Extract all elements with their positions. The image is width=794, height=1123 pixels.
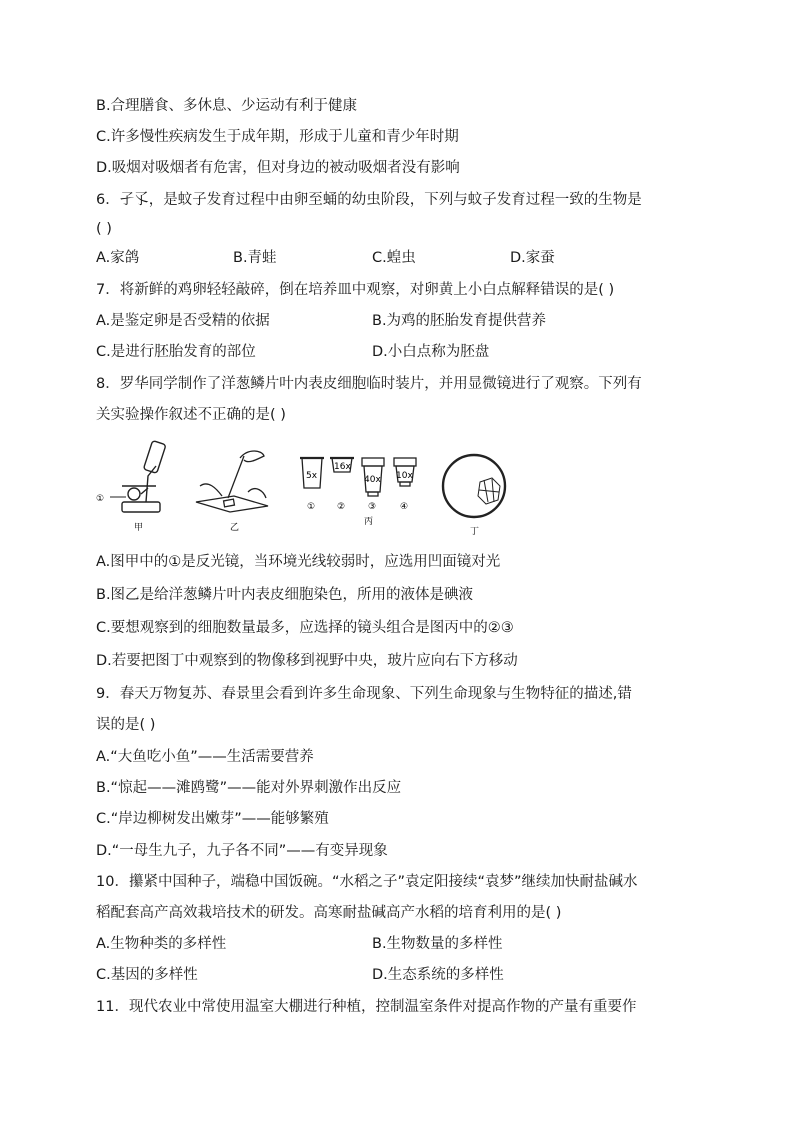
q8-option-d: D.若要把图丁中观察到的物像移到视野中央，玻片应向右下方移动: [96, 653, 518, 669]
q8-figure: [96, 436, 516, 546]
lens-4-mag: 10x: [396, 471, 413, 481]
q6-stem-line2: ( ): [96, 221, 112, 237]
staining-drawing: [196, 451, 268, 512]
figure-label-jia: 甲: [134, 523, 144, 533]
q9-stem-line2: 误的是( ): [96, 717, 156, 733]
q7-option-d: D.小白点称为胚盘: [372, 344, 490, 360]
q10-option-d: D.生态系统的多样性: [372, 967, 504, 983]
q11-stem-line1: 11．现代农业中常使用温室大棚进行种植，控制温室条件对提高作物的产量有重要作: [96, 999, 637, 1015]
q9-option-d: D.“一母生九子，九子各不同”——有变异现象: [96, 843, 388, 859]
lens-3-mag: 40x: [364, 475, 381, 485]
q9-option-b: B.“惊起——滩鸥鹭”——能对外界刺激作出反应: [96, 780, 402, 796]
q9-option-a: A.“大鱼吃小鱼”——生活需要营养: [96, 749, 314, 765]
q5-option-d: D.吸烟对吸烟者有危害，但对身边的被动吸烟者没有影响: [96, 160, 460, 176]
q10-option-b: B.生物数量的多样性: [372, 936, 503, 952]
lens-3-number: ③: [368, 502, 377, 512]
figure-label-yi: 乙: [230, 523, 240, 533]
q6-option-d: D.家蚕: [510, 250, 555, 266]
q6-stem-line1: 6．孑孓，是蚊子发育过程中由卵至蛹的幼虫阶段，下列与蚊子发育过程一致的生物是: [96, 192, 642, 208]
q5-option-b: B.合理膳食、多休息、少运动有利于健康: [96, 98, 358, 114]
q9-option-c: C.“岸边柳树发出嫩芽”——能够繁殖: [96, 811, 329, 827]
q8-option-a: A.图甲中的①是反光镜，当环境光线较弱时，应选用凹面镜对光: [96, 554, 501, 570]
q5-option-c: C.许多慢性疾病发生于成年期，形成于儿童和青少年时期: [96, 129, 459, 145]
q6-option-c: C.蝗虫: [372, 250, 416, 266]
field-of-view-drawing: [443, 455, 505, 517]
lens-4-number: ④: [400, 502, 409, 512]
q7-option-c: C.是进行胚胎发育的部位: [96, 344, 256, 360]
figure-label-bing: 丙: [364, 517, 374, 527]
q8-stem-line1: 8．罗华同学制作了洋葱鳞片叶内表皮细胞临时装片，并用显微镜进行了观察。下列有: [96, 376, 642, 392]
lens-2-mag: 16x: [334, 462, 351, 472]
q10-option-a: A.生物种类的多样性: [96, 936, 227, 952]
q8-figure-svg: [96, 436, 516, 546]
q10-option-c: C.基因的多样性: [96, 967, 198, 983]
figure-label-ding: 丁: [470, 527, 480, 537]
lens-1-number: ①: [307, 502, 316, 512]
q10-stem-line1: 10．攥紧中国种子，端稳中国饭碗。“水稻之子”袁定阳接续“袁梦”继续加快耐盐碱水: [96, 874, 638, 890]
microscope-drawing: [110, 441, 166, 512]
lens-2-number: ②: [337, 502, 346, 512]
q7-option-a: A.是鉴定卵是否受精的依据: [96, 313, 270, 329]
q6-option-a: A.家鸽: [96, 250, 140, 266]
q8-option-c: C.要想观察到的细胞数量最多，应选择的镜头组合是图丙中的②③: [96, 620, 514, 636]
q9-stem-line1: 9．春天万物复苏、春景里会看到许多生命现象、下列生命现象与生物特征的描述,错: [96, 686, 632, 702]
q7-stem: 7．将新鲜的鸡卵轻轻敲碎，倒在培养皿中观察，对卵黄上小白点解释错误的是( ): [96, 282, 615, 298]
q6-option-b: B.青蛙: [233, 250, 277, 266]
microscope-marker-1: ①: [96, 494, 105, 504]
q8-option-b: B.图乙是给洋葱鳞片叶内表皮细胞染色，所用的液体是碘液: [96, 587, 474, 603]
q10-stem-line2: 稻配套高产高效栽培技术的研发。高寒耐盐碱高产水稻的培育利用的是( ): [96, 905, 562, 921]
q7-option-b: B.为鸡的胚胎发育提供营养: [372, 313, 547, 329]
lens-1-mag: 5x: [306, 471, 318, 481]
q8-stem-line2: 关实验操作叙述不正确的是( ): [96, 407, 286, 423]
